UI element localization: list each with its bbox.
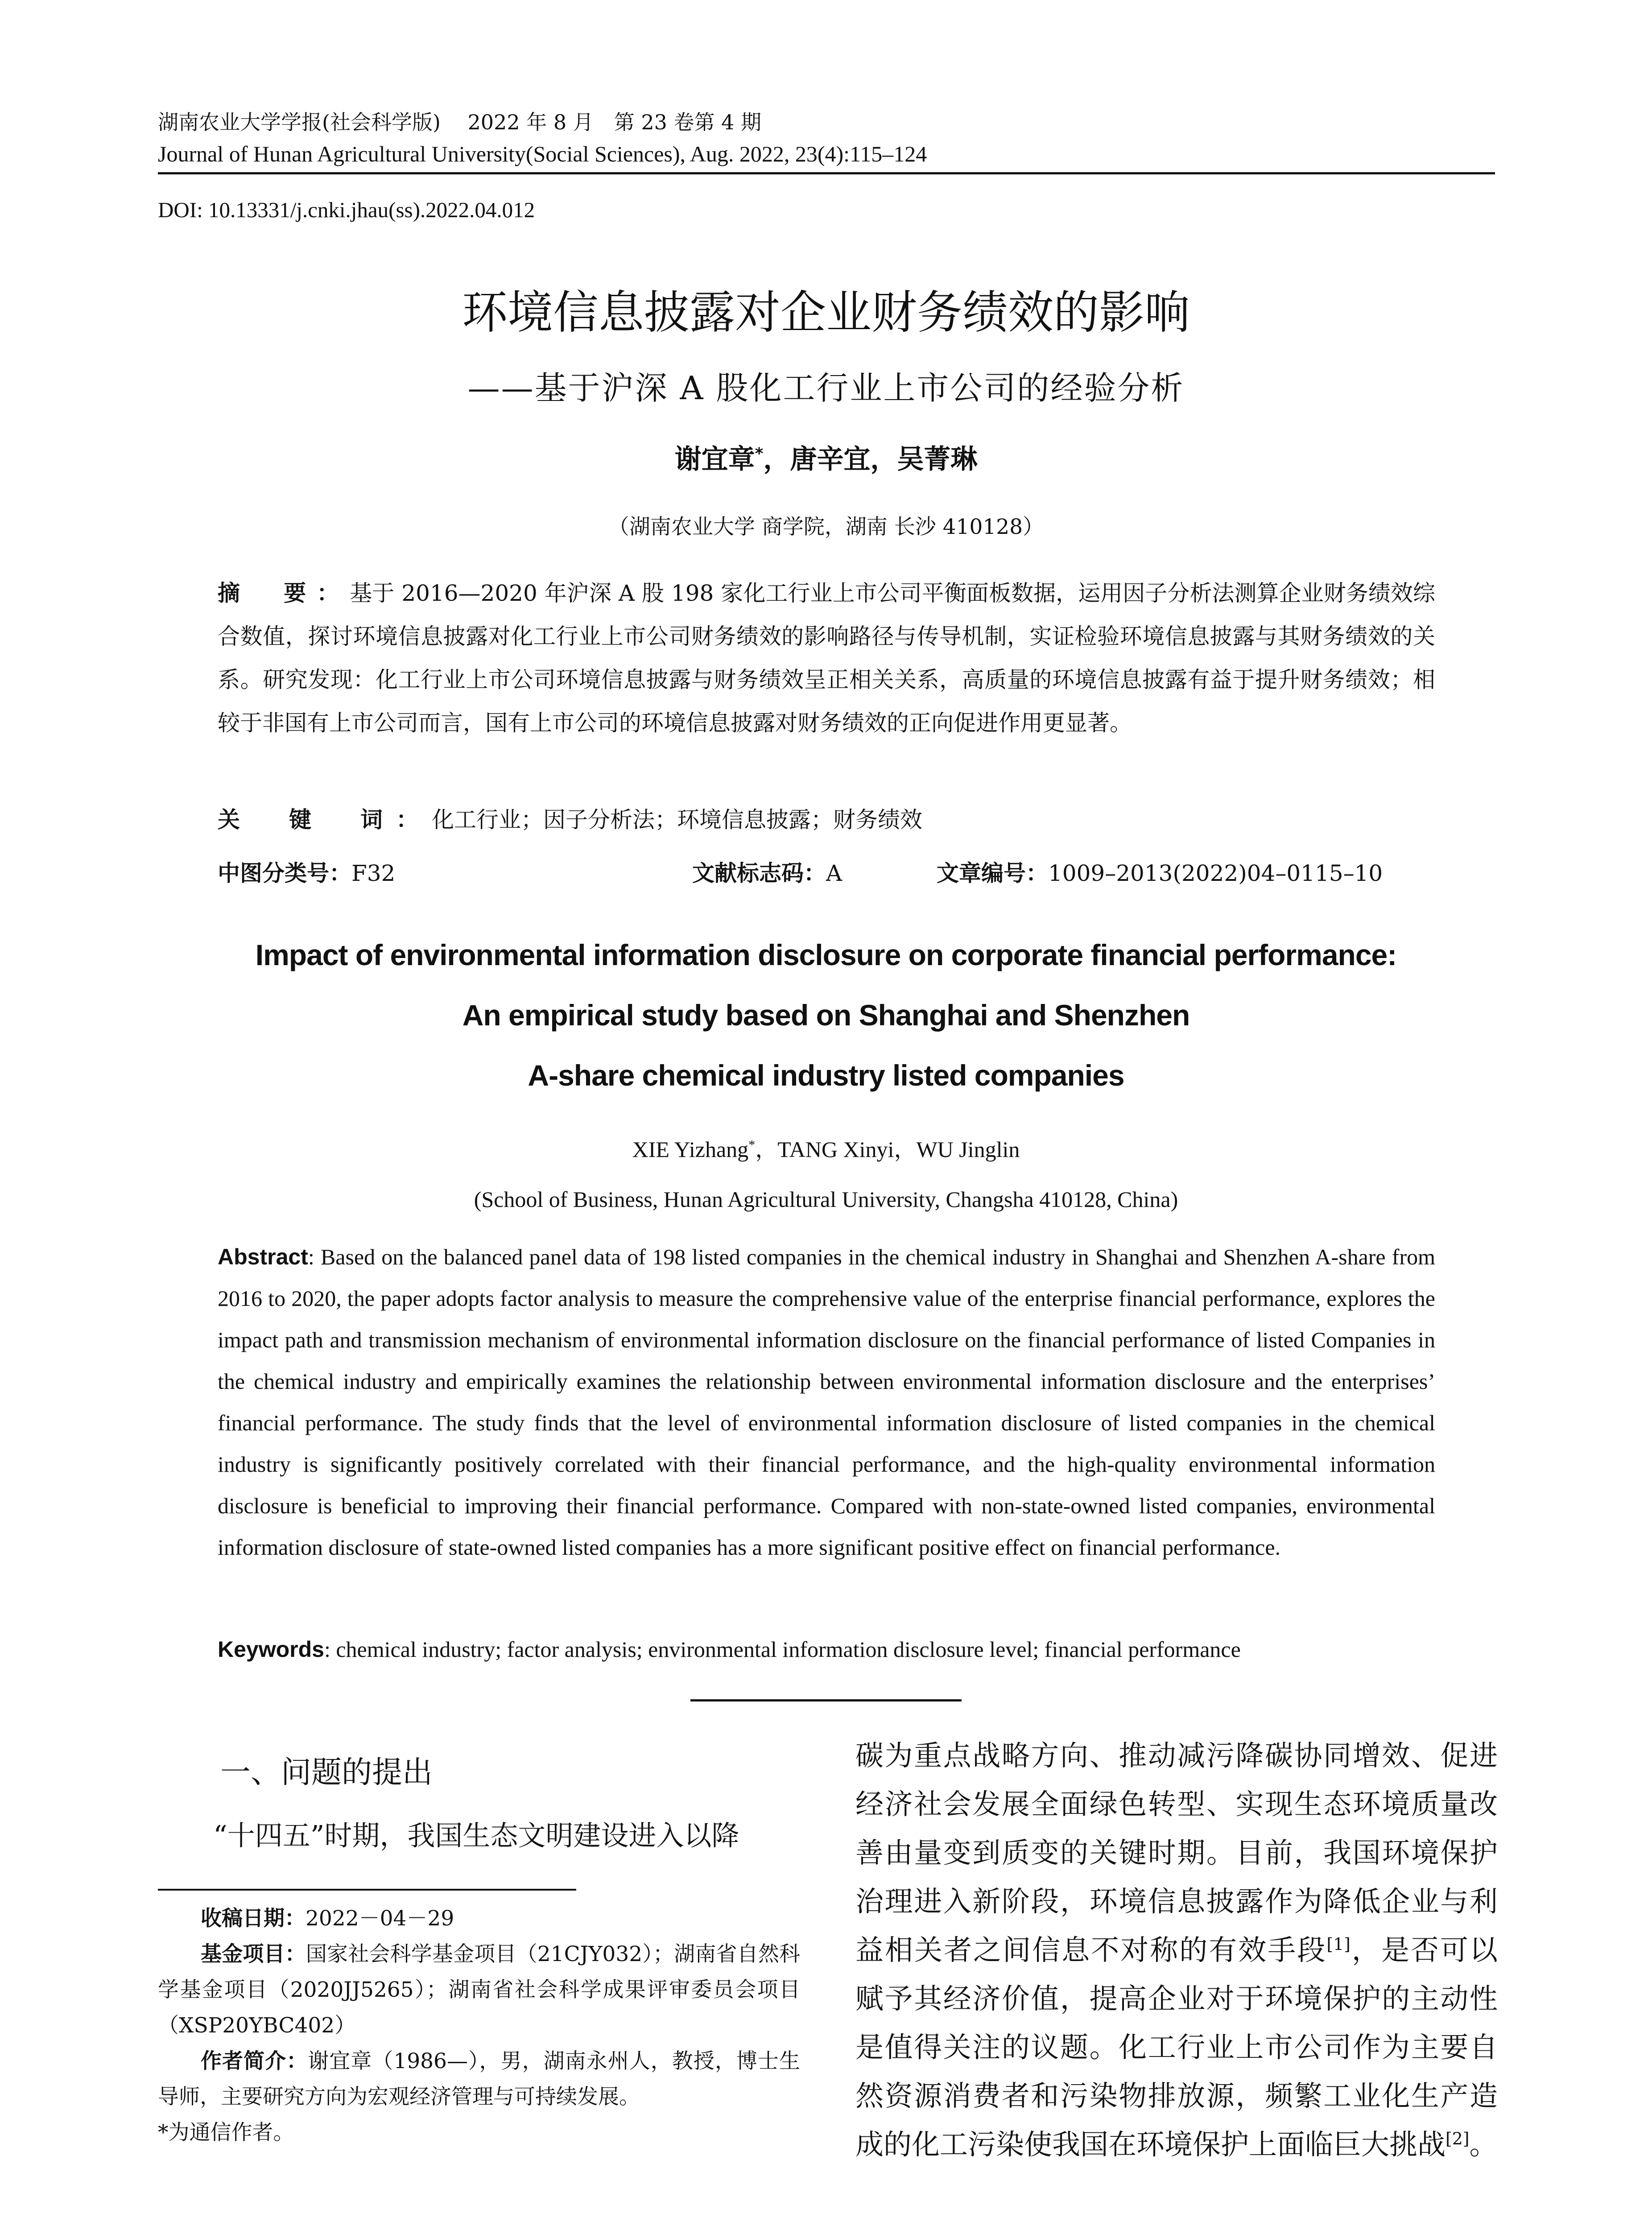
footnote-author-bio <box>158 2044 800 2115</box>
text-line: 经济社会发展全面绿色转型、实现生态环境质量改 <box>855 1788 1498 1821</box>
document-code <box>692 852 842 895</box>
text-segment: ，是否可以 <box>1350 1934 1498 1966</box>
text-line: 善由量变到质变的关键时期。目前，我国环境保护 <box>855 1837 1498 1869</box>
body-paragraph-left: “十四五”时期，我国生态文明建设进入以降 <box>213 1819 739 1852</box>
title-en-line-1: Impact of environmental information disclosure on corporate financial performance: <box>255 938 1397 971</box>
doc-value: A <box>826 860 843 886</box>
footnote-corresponding: *为通信作者。 <box>158 2120 294 2145</box>
title-en-line-3: A-share chemical industry listed companies <box>528 1059 1124 1092</box>
clc-code <box>218 852 395 895</box>
clc-value: F32 <box>351 860 396 886</box>
text-segment: 益相关者之间信息不对称的有效手段 <box>855 1934 1327 1966</box>
clc-label: 中图分类号： <box>218 860 351 886</box>
text-segment: 。 <box>1469 2128 1498 2161</box>
doc-label: 文献标志码： <box>692 860 826 886</box>
body-paragraph-right <box>855 1731 1498 2169</box>
abstract-en-text: : Based on the balanced panel data of 198 listed companies in the chemical industry in Shanghai and Shenzhen A-share from 2016 to 2020, the paper adopts factor analysis to measure the comprehensive value of the enterprise financial performance, explores the impact path and transmission mechanism of environmental information disclosure on the financial performance of listed Companies in the chemical industry and empirically examines the relationship between environmental information disclosure and the enterprises’ financial performance. The study finds that the level of environmental information disclosure of listed companies in the chemical industry is significantly positively correlated with their financial performance, and the high-quality environmental information disclosure is beneficial to improving their financial performance. Compared with non-state-owned listed companies, environmental information disclosure of state-owned listed companies has a more significant positive effect on financial performance. <box>218 1244 1435 1560</box>
classification-row <box>218 852 1435 895</box>
author-bio-label: 作者简介： <box>201 2049 308 2073</box>
abstract-cn-label: 摘 要： <box>218 580 350 606</box>
other-authors-en: ，TANG Xinyi，WU Jinglin <box>755 1137 1020 1162</box>
abstract-en <box>218 1236 1435 1568</box>
art-label: 文章编号： <box>937 860 1048 886</box>
title-cn: 环境信息披露对企业财务绩效的影响 <box>462 286 1190 339</box>
header-rule <box>158 172 1495 174</box>
art-value: 1009–2013(2022)04–0115–10 <box>1048 860 1383 886</box>
footnote-rule <box>158 1889 576 1891</box>
received-value: 2022－04－29 <box>306 1906 454 1931</box>
keywords-en-text: : chemical industry; factor analysis; environmental information disclosure level; financial performance <box>324 1637 1241 1662</box>
subtitle-cn: ——基于沪深 A 股化工行业上市公司的经验分析 <box>467 369 1185 407</box>
footnote-received <box>158 1901 800 1937</box>
text-line: 赋予其经济价值，提高企业对于环境保护的主动性 <box>855 1982 1498 2015</box>
other-authors-cn: ，唐辛宜，吴菁琳 <box>763 444 978 475</box>
keywords-cn-text: 化工行业；因子分析法；环境信息披露；财务绩效 <box>432 807 922 833</box>
author-bio-value: 谢宜章（1986—），男，湖南永州人，教授，博士生导师，主要研究方向为宏观经济管理与可持续发展。 <box>158 2049 800 2109</box>
text-line: 是值得关注的议题。化工行业上市公司作为主要自 <box>855 2031 1498 2064</box>
keywords-cn <box>218 798 1435 842</box>
keywords-en <box>218 1629 1435 1670</box>
received-label: 收稿日期： <box>201 1906 306 1931</box>
article-number <box>937 852 1383 895</box>
fund-value: 国家社会科学基金项目（21CJY032）；湖南省自然科学基金项目（2020JJ5265）；湖南省社会科学成果评审委员会项目（XSP20YBC402） <box>158 1942 801 2038</box>
text-line: 治理进入新阶段，环境信息披露作为降低企业与利 <box>855 1885 1498 1918</box>
fund-label: 基金项目： <box>201 1942 306 1966</box>
journal-header-en: Journal of Hunan Agricultural University(Social Sciences), Aug. 2022, 23(4):115–124 <box>158 141 927 166</box>
corresponding-mark-cn: * <box>755 445 764 463</box>
text-line <box>855 2120 1498 2169</box>
abstract-cn <box>218 572 1435 745</box>
journal-header-cn: 湖南农业大学学报(社会科学版) 2022 年 8 月 第 23 卷第 4 期 <box>158 110 762 134</box>
text-line: 然资源消费者和污染物排放源，频繁工业化生产造 <box>855 2080 1498 2112</box>
title-en-line-2: An empirical study based on Shanghai and Shenzhen <box>462 999 1190 1032</box>
authors-en <box>0 1132 1652 1164</box>
keywords-en-label: Keywords <box>218 1637 324 1662</box>
text-line <box>855 1926 1498 1974</box>
doi-line: DOI: 10.13331/j.cnki.jhau(ss).2022.04.012 <box>158 198 535 222</box>
affiliation-en: (School of Business, Hunan Agricultural University, Changsha 410128, China) <box>474 1187 1178 1212</box>
author-1-cn: 谢宜章 <box>674 444 755 475</box>
citation-1: [1] <box>1326 1934 1351 1954</box>
corresponding-mark-en: * <box>748 1137 756 1152</box>
footnote-funding <box>158 1937 800 2044</box>
section-divider-rule <box>690 1699 962 1701</box>
text-segment: 成的化工污染使我国在环境保护上面临巨大挑战 <box>855 2128 1446 2161</box>
section-heading: 一、问题的提出 <box>220 1755 433 1790</box>
abstract-cn-text: 基于 2016—2020 年沪深 A 股 198 家化工行业上市公司平衡面板数据，运用因子分析法测算企业财务绩效综合数值，探讨环境信息披露对化工行业上市公司财务绩效的影响路径与传导机制，实证检验环境信息披露与其财务绩效的关系。研究发现：化工行业上市公司环境信息披露与财务绩效呈正相关关系，高质量的环境信息披露有益于提升财务绩效；相较于非国有上市公司而言，国有上市公司的环境信息披露对财务绩效的正向促进作用更显著。 <box>218 580 1436 736</box>
authors-cn <box>0 438 1652 476</box>
affiliation-cn: （湖南农业大学 商学院，湖南 长沙 410128） <box>608 515 1044 539</box>
abstract-en-label: Abstract <box>218 1244 308 1269</box>
text-line: 碳为重点战略方向、推动减污降碳协同增效、促进 <box>855 1739 1498 1772</box>
citation-2: [2] <box>1446 2129 1470 2148</box>
author-1-en: XIE Yizhang <box>632 1137 749 1162</box>
keywords-cn-label: 关 键 词： <box>218 807 432 833</box>
